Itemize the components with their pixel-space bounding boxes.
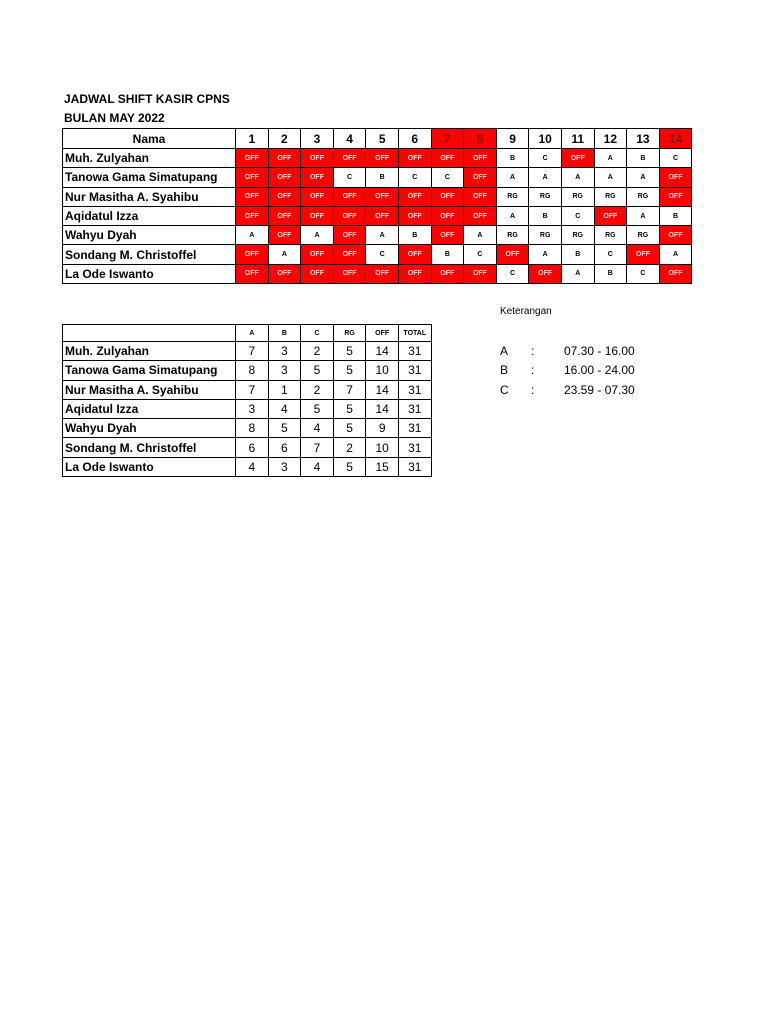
summary-row [63, 361, 432, 380]
employee-name: Wahyu Dyah [63, 226, 236, 245]
shift-cell: OFF [268, 206, 301, 225]
summary-count-cell: 4 [236, 457, 269, 476]
shift-cell: OFF [398, 264, 431, 283]
summary-row [63, 419, 432, 438]
summary-header-c: C [301, 325, 334, 342]
shift-cell: OFF [659, 187, 692, 206]
legend-separator: : [531, 344, 535, 358]
schedule-row [63, 226, 692, 245]
shift-cell: A [301, 226, 334, 245]
employee-name: Nur Masitha A. Syahibu [63, 187, 236, 206]
summary-count-cell: 31 [398, 457, 431, 476]
shift-cell: A [561, 168, 594, 187]
shift-cell: B [627, 149, 660, 168]
employee-name: Muh. Zulyahan [63, 149, 236, 168]
shift-cell: C [659, 149, 692, 168]
shift-cell: OFF [464, 168, 497, 187]
shift-cell: OFF [333, 245, 366, 264]
shift-cell: OFF [464, 206, 497, 225]
summary-header-total: TOTAL [398, 325, 431, 342]
summary-count-cell: 5 [333, 342, 366, 361]
shift-cell: B [496, 149, 529, 168]
day-header-10: 10 [529, 129, 562, 149]
summary-count-cell: 7 [236, 342, 269, 361]
summary-count-cell: 6 [268, 438, 301, 457]
shift-cell: A [627, 168, 660, 187]
employee-name: Wahyu Dyah [63, 419, 236, 438]
day-header-1: 1 [236, 129, 269, 149]
day-header-11: 11 [561, 129, 594, 149]
employee-name: Aqidatul Izza [63, 399, 236, 418]
summary-row [63, 399, 432, 418]
employee-name: Sondang M. Christoffel [63, 438, 236, 457]
shift-cell: OFF [236, 168, 269, 187]
shift-cell: RG [627, 226, 660, 245]
legend-title: Keterangan [500, 306, 552, 317]
legend-code: B [500, 363, 509, 377]
summary-count-cell: 8 [236, 361, 269, 380]
shift-cell: OFF [333, 187, 366, 206]
legend-time-range: 23.59 - 07.30 [564, 383, 635, 397]
shift-cell: OFF [561, 149, 594, 168]
summary-count-cell: 31 [398, 361, 431, 380]
summary-count-cell: 2 [333, 438, 366, 457]
summary-count-cell: 10 [366, 361, 399, 380]
shift-cell: A [268, 245, 301, 264]
summary-count-cell: 7 [236, 380, 269, 399]
shift-cell: A [561, 264, 594, 283]
shift-cell: OFF [366, 206, 399, 225]
schedule-row [63, 245, 692, 264]
shift-cell: OFF [431, 206, 464, 225]
day-header-3: 3 [301, 129, 334, 149]
summary-count-cell: 3 [268, 361, 301, 380]
shift-cell: OFF [268, 264, 301, 283]
shift-cell: B [659, 206, 692, 225]
employee-name: Sondang M. Christoffel [63, 245, 236, 264]
shift-cell: OFF [659, 226, 692, 245]
shift-cell: OFF [301, 245, 334, 264]
shift-summary-table [62, 324, 432, 477]
summary-count-cell: 3 [236, 399, 269, 418]
shift-cell: OFF [529, 264, 562, 283]
legend-code: A [500, 344, 509, 358]
shift-cell: OFF [366, 149, 399, 168]
legend-separator: : [531, 363, 535, 377]
summary-count-cell: 8 [236, 419, 269, 438]
summary-count-cell: 5 [333, 419, 366, 438]
shift-cell: OFF [268, 168, 301, 187]
shift-cell: B [431, 245, 464, 264]
shift-cell: A [529, 245, 562, 264]
shift-cell: OFF [236, 187, 269, 206]
summary-count-cell: 6 [236, 438, 269, 457]
shift-cell: OFF [301, 264, 334, 283]
day-header-13: 13 [627, 129, 660, 149]
day-header-4: 4 [333, 129, 366, 149]
shift-cell: OFF [627, 245, 660, 264]
summary-count-cell: 14 [366, 380, 399, 399]
shift-cell: RG [594, 226, 627, 245]
shift-cell: C [366, 245, 399, 264]
shift-cell: B [561, 245, 594, 264]
shift-cell: OFF [659, 168, 692, 187]
name-column-header: Nama [63, 129, 236, 149]
shift-cell: OFF [398, 206, 431, 225]
shift-cell: OFF [301, 149, 334, 168]
shift-cell: OFF [431, 187, 464, 206]
shift-cell: B [594, 264, 627, 283]
shift-cell: RG [561, 226, 594, 245]
summary-count-cell: 4 [301, 419, 334, 438]
shift-cell: A [594, 149, 627, 168]
shift-cell: OFF [431, 226, 464, 245]
shift-cell: OFF [496, 245, 529, 264]
summary-count-cell: 5 [333, 457, 366, 476]
summary-count-cell: 4 [301, 457, 334, 476]
shift-cell: OFF [366, 264, 399, 283]
shift-cell: OFF [268, 149, 301, 168]
employee-name: La Ode Iswanto [63, 457, 236, 476]
schedule-row [63, 206, 692, 225]
shift-cell: OFF [301, 168, 334, 187]
shift-cell: C [464, 245, 497, 264]
employee-name: Nur Masitha A. Syahibu [63, 380, 236, 399]
shift-cell: C [529, 149, 562, 168]
day-header-5: 5 [366, 129, 399, 149]
shift-cell: C [431, 168, 464, 187]
summary-count-cell: 2 [301, 380, 334, 399]
shift-cell: RG [561, 187, 594, 206]
shift-cell: C [561, 206, 594, 225]
shift-cell: A [529, 168, 562, 187]
day-header-6: 6 [398, 129, 431, 149]
shift-cell: A [366, 226, 399, 245]
shift-cell: OFF [398, 187, 431, 206]
summary-count-cell: 7 [301, 438, 334, 457]
shift-cell: RG [496, 226, 529, 245]
shift-cell: A [594, 168, 627, 187]
summary-count-cell: 5 [301, 361, 334, 380]
employee-name: Muh. Zulyahan [63, 342, 236, 361]
schedule-row [63, 187, 692, 206]
summary-count-cell: 31 [398, 438, 431, 457]
shift-cell: RG [594, 187, 627, 206]
legend-separator: : [531, 383, 535, 397]
summary-count-cell: 31 [398, 380, 431, 399]
shift-cell: A [496, 168, 529, 187]
shift-cell: RG [529, 226, 562, 245]
summary-count-cell: 31 [398, 342, 431, 361]
shift-cell: OFF [236, 206, 269, 225]
shift-cell: OFF [464, 187, 497, 206]
shift-cell: OFF [431, 149, 464, 168]
summary-count-cell: 3 [268, 457, 301, 476]
summary-count-cell: 5 [333, 399, 366, 418]
employee-name: Aqidatul Izza [63, 206, 236, 225]
summary-count-cell: 9 [366, 419, 399, 438]
shift-cell: OFF [398, 149, 431, 168]
summary-row [63, 457, 432, 476]
employee-name: La Ode Iswanto [63, 264, 236, 283]
summary-count-cell: 31 [398, 419, 431, 438]
day-header-8: 8 [464, 129, 497, 149]
shift-cell: OFF [464, 149, 497, 168]
shift-schedule-table [62, 128, 692, 284]
legend-time-range: 07.30 - 16.00 [564, 344, 635, 358]
document-subtitle: BULAN MAY 2022 [64, 111, 165, 125]
shift-cell: OFF [594, 206, 627, 225]
summary-count-cell: 3 [268, 342, 301, 361]
summary-header-a: A [236, 325, 269, 342]
shift-cell: OFF [236, 149, 269, 168]
day-header-12: 12 [594, 129, 627, 149]
summary-blank-header [63, 325, 236, 342]
shift-cell: B [366, 168, 399, 187]
shift-cell: A [236, 226, 269, 245]
shift-cell: A [464, 226, 497, 245]
shift-cell: C [496, 264, 529, 283]
schedule-row [63, 264, 692, 283]
summary-header-row [63, 325, 432, 342]
shift-cell: A [627, 206, 660, 225]
summary-count-cell: 5 [333, 361, 366, 380]
day-header-14: 14 [659, 129, 692, 149]
summary-header-rg: RG [333, 325, 366, 342]
shift-cell: B [529, 206, 562, 225]
document-title: JADWAL SHIFT KASIR CPNS [64, 92, 230, 106]
summary-count-cell: 1 [268, 380, 301, 399]
shift-cell: OFF [268, 226, 301, 245]
shift-cell: C [594, 245, 627, 264]
legend-time-range: 16.00 - 24.00 [564, 363, 635, 377]
summary-header-off: OFF [366, 325, 399, 342]
shift-cell: OFF [464, 264, 497, 283]
shift-cell: OFF [236, 245, 269, 264]
shift-cell: OFF [659, 264, 692, 283]
summary-count-cell: 14 [366, 399, 399, 418]
summary-row [63, 342, 432, 361]
summary-count-cell: 10 [366, 438, 399, 457]
schedule-header-row [63, 129, 692, 149]
shift-cell: OFF [301, 206, 334, 225]
shift-cell: OFF [333, 149, 366, 168]
shift-cell: OFF [366, 187, 399, 206]
shift-cell: OFF [268, 187, 301, 206]
summary-count-cell: 15 [366, 457, 399, 476]
shift-cell: C [333, 168, 366, 187]
shift-cell: OFF [333, 226, 366, 245]
schedule-row [63, 168, 692, 187]
employee-name: Tanowa Gama Simatupang [63, 361, 236, 380]
summary-count-cell: 2 [301, 342, 334, 361]
employee-name: Tanowa Gama Simatupang [63, 168, 236, 187]
shift-cell: C [398, 168, 431, 187]
shift-cell: RG [529, 187, 562, 206]
summary-count-cell: 4 [268, 399, 301, 418]
legend-code: C [500, 383, 509, 397]
summary-count-cell: 31 [398, 399, 431, 418]
shift-cell: OFF [431, 264, 464, 283]
shift-cell: A [659, 245, 692, 264]
shift-cell: A [496, 206, 529, 225]
shift-cell: RG [496, 187, 529, 206]
shift-cell: OFF [333, 206, 366, 225]
shift-cell: C [627, 264, 660, 283]
shift-cell: OFF [333, 264, 366, 283]
summary-header-b: B [268, 325, 301, 342]
summary-row [63, 438, 432, 457]
shift-cell: OFF [236, 264, 269, 283]
shift-cell: OFF [301, 187, 334, 206]
day-header-7: 7 [431, 129, 464, 149]
day-header-2: 2 [268, 129, 301, 149]
schedule-row [63, 149, 692, 168]
summary-count-cell: 14 [366, 342, 399, 361]
summary-count-cell: 5 [301, 399, 334, 418]
shift-cell: RG [627, 187, 660, 206]
summary-count-cell: 7 [333, 380, 366, 399]
day-header-9: 9 [496, 129, 529, 149]
shift-cell: OFF [398, 245, 431, 264]
shift-cell: B [398, 226, 431, 245]
summary-row [63, 380, 432, 399]
summary-count-cell: 5 [268, 419, 301, 438]
